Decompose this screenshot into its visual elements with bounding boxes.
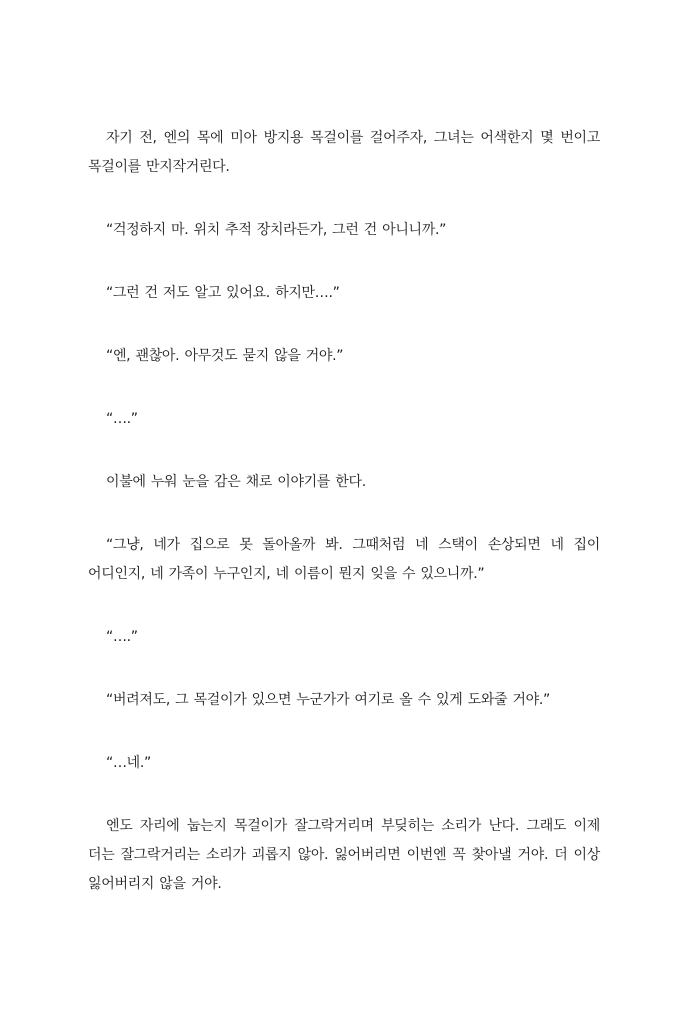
paragraph: “그냥, 네가 집으로 못 돌아올까 봐. 그때처럼 네 스택이 손상되면 네 집이 어디인지, 네 가족이 누구인지, 네 이름이 뭔지 잊을 수 있으니까.” <box>88 537 600 582</box>
paragraph: “그런 건 저도 알고 있어요. 하지만….” <box>106 285 340 301</box>
paragraph: “….” <box>106 411 138 427</box>
paragraph: “…네.” <box>106 755 151 771</box>
paragraph: “엔, 괜찮아. 아무것도 묻지 않을 거야.” <box>106 348 344 364</box>
paragraph: “걱정하지 마. 위치 추적 장치라든가, 그런 건 아니니까.” <box>106 222 447 238</box>
paragraph: 자기 전, 엔의 목에 미아 방지용 목걸이를 걸어주자, 그녀는 어색한지 몇 번이고 목걸이를 만지작거린다. <box>88 130 600 175</box>
document-page <box>88 124 600 899</box>
paragraph: “버려져도, 그 목걸이가 있으면 누군가가 여기로 올 수 있게 도와줄 거야.” <box>106 692 550 708</box>
paragraph: “….” <box>106 629 138 645</box>
paragraph: 이불에 누워 눈을 감은 채로 이야기를 한다. <box>106 474 366 490</box>
paragraph: 엔도 자리에 눕는지 목걸이가 잘그락거리며 부딪히는 소리가 난다. 그래도 이제 더는 잘그락거리는 소리가 괴롭지 않아. 잃어버리면 이번엔 꼭 찾아낼 거야. 더 이상 잃어버리지 않을 거야. <box>88 818 600 892</box>
